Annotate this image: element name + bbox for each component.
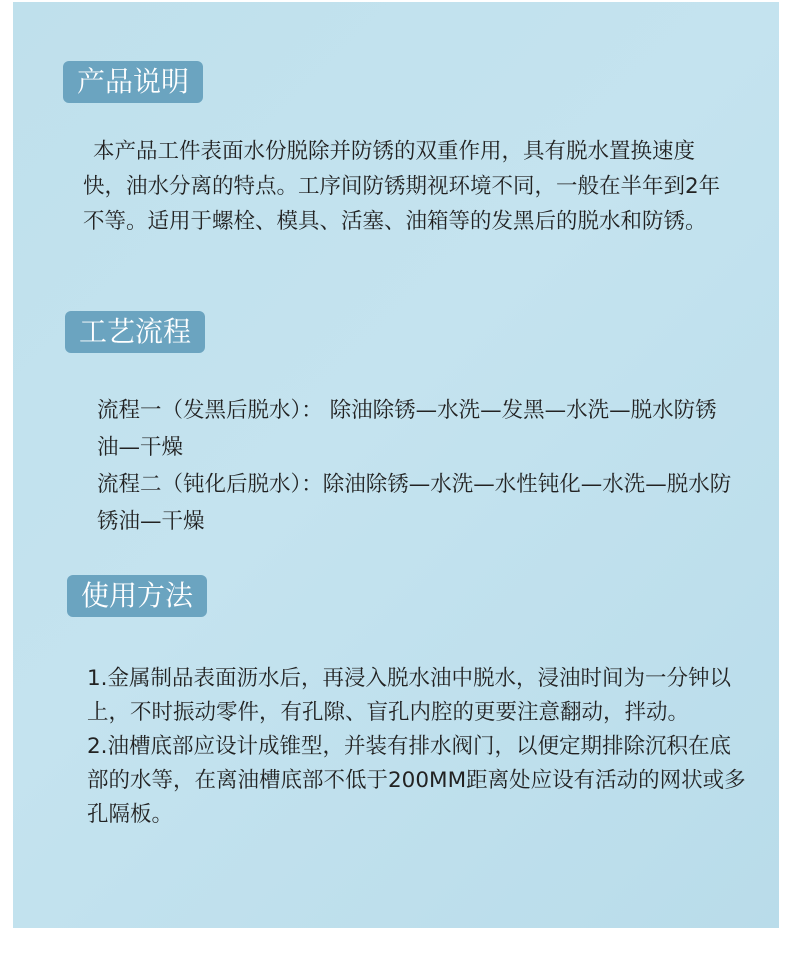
usage-step-1: 1.金属制品表面沥水后，再浸入脱水油中脱水，浸油时间为一分钟以上，不时振动零件，有孔隙、盲孔内腔的更要注意翻动，拌动。 <box>87 666 732 725</box>
usage-block <box>87 662 747 832</box>
process-block <box>97 392 737 540</box>
usage-step-2: 2.油槽底部应设计成锥型，并装有排水阀门，以便定期排除沉积在底部的水等，在离油槽底部不低于200MM距离处应设有活动的网状或多孔隔板。 <box>87 734 746 827</box>
intro-paragraph: 本产品工件表面水份脱除并防锈的双重作用，具有脱水置换速度快，油水分离的特点。工序间防锈期视环境不同，一般在半年到2年不等。适用于螺栓、模具、活塞、油箱等的发黑后的脱水和防锈。 <box>83 139 721 234</box>
section-title-intro: 产品说明 <box>63 61 203 103</box>
content-panel <box>13 2 779 928</box>
section-title-usage: 使用方法 <box>67 575 207 617</box>
process-flow-2: 流程二（钝化后脱水）：除油除锈—水洗—水性钝化—水洗—脱水防锈油—干燥 <box>97 472 732 534</box>
process-flow-1: 流程一（发黑后脱水）： 除油除锈—水洗—发黑—水洗—脱水防锈油—干燥 <box>97 398 717 460</box>
section-title-process: 工艺流程 <box>65 311 205 353</box>
